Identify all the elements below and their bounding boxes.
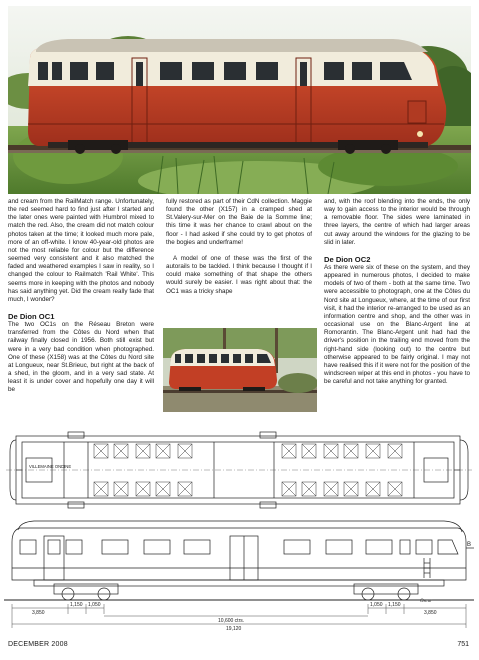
paragraph-oc2-history: As there were six of these on the system, and they appeared in numerous photos, I decided to make models of two of them - both at the same time. Two were accessible to photograph, one at the Côtes du Nord site at Longueux, where, at the time of our first visit, it had the interior re-arranged to be used as an information centre and shop, and the other was in occasional use on the Blanc-Argent line at Romorantin. The Blanc-Argent unit had had the driver's position in the trailing end moved from the right-hand side (looking out) to the centre but otherwise appeared to be fairly original. I may not have realised this if it were not for the position of the windscreen wiper at this end in photos - you have to be careful and not take anything for granted. — [324, 263, 470, 386]
article-column-1 — [8, 198, 154, 402]
paragraph-oc1-construction: and, with the roof blending into the ends, the only way to gain access to the interior would be through a removable floor. The sides were laminated in three layers, the centre of which had larger areas cut away around the windows for the glazing to be slid in later. — [324, 198, 470, 246]
drawing-signature: Oscar — [420, 599, 433, 604]
dim-centre: 10,600 ctrs. — [218, 618, 245, 624]
model-railcar-photo — [163, 328, 317, 412]
door-label: VILLEMAINE ONDINE — [29, 464, 72, 469]
paragraph-cream-colour: and cream from the RailMatch range. Unfortunately, the red seemed hard to find just after I started and the later ones were painted with Humbrol mixed to match the red. Also, the cream did not match colour photos taken at the time; it looked much more pale, more of an off-white. I know 40-year-old photos are not the most reliable for colour but the difference seemed very consistent and it also matched the faded and weathered examples I saw in reality, so I changed the colour to Railmatch 'Rail White'. This seems more in keeping with the photos and nobody has said anything yet. Did the cream really fade that much, I wonder? — [8, 198, 154, 303]
dim-right-end: 3,850 — [424, 610, 437, 616]
paragraph-oc1-model: A model of one of these was the first of the autorails to be tackled. I think because I thought if I could make something of that shape the others would surely be easier. I was right about that: the OC1 was a tricky shape — [166, 254, 312, 295]
paragraph-oc1-restoration: fully restored as part of their CdN collection. Maggie found the other (X157) in a cramped shed at St.Valery-sur-Mer on the Baie de la Somme line; this time it was her chance to crawl about on the floor - I had asked if she could try to get photos of the bogies and underframe! — [166, 198, 312, 246]
issue-date: DECEMBER 2008 — [8, 641, 68, 648]
heading-de-dion-oc2: De Dion OC2 — [324, 254, 371, 264]
model-railcar-illustration — [163, 328, 317, 412]
heading-de-dion-oc1: De Dion OC1 — [8, 312, 55, 322]
scale-drawing-svg — [4, 418, 474, 636]
railcar-illustration — [8, 6, 471, 194]
article-column-3 — [324, 198, 470, 394]
dim-overall: 19,120 — [226, 626, 242, 632]
railcar-photo-top — [8, 6, 471, 194]
dim-left-2: 1,050 — [88, 602, 101, 608]
dim-right-2: 1,150 — [388, 602, 401, 608]
page-number: 751 — [457, 641, 469, 648]
section-mark: B — [467, 542, 472, 548]
article-column-2 — [166, 198, 312, 304]
paragraph-oc1-history: The two OC1s on the Réseau Breton were transferred from the Côtes du Nord when that railway finally closed in 1956. Both still exist but were in a very bad condition when photographed. One of these (X158) was at the Côtes du Nord site at Longueux, near St.Brieuc, but right at the back of a shed, in the gloom, and in a very sad state. At least it is under cover and hopefully one day it will be — [8, 321, 154, 394]
dim-left-1: 1,150 — [70, 602, 83, 608]
railcar-scale-drawing — [4, 418, 474, 636]
dim-right-1: 1,050 — [370, 602, 383, 608]
dim-left-end: 3,850 — [32, 610, 45, 616]
